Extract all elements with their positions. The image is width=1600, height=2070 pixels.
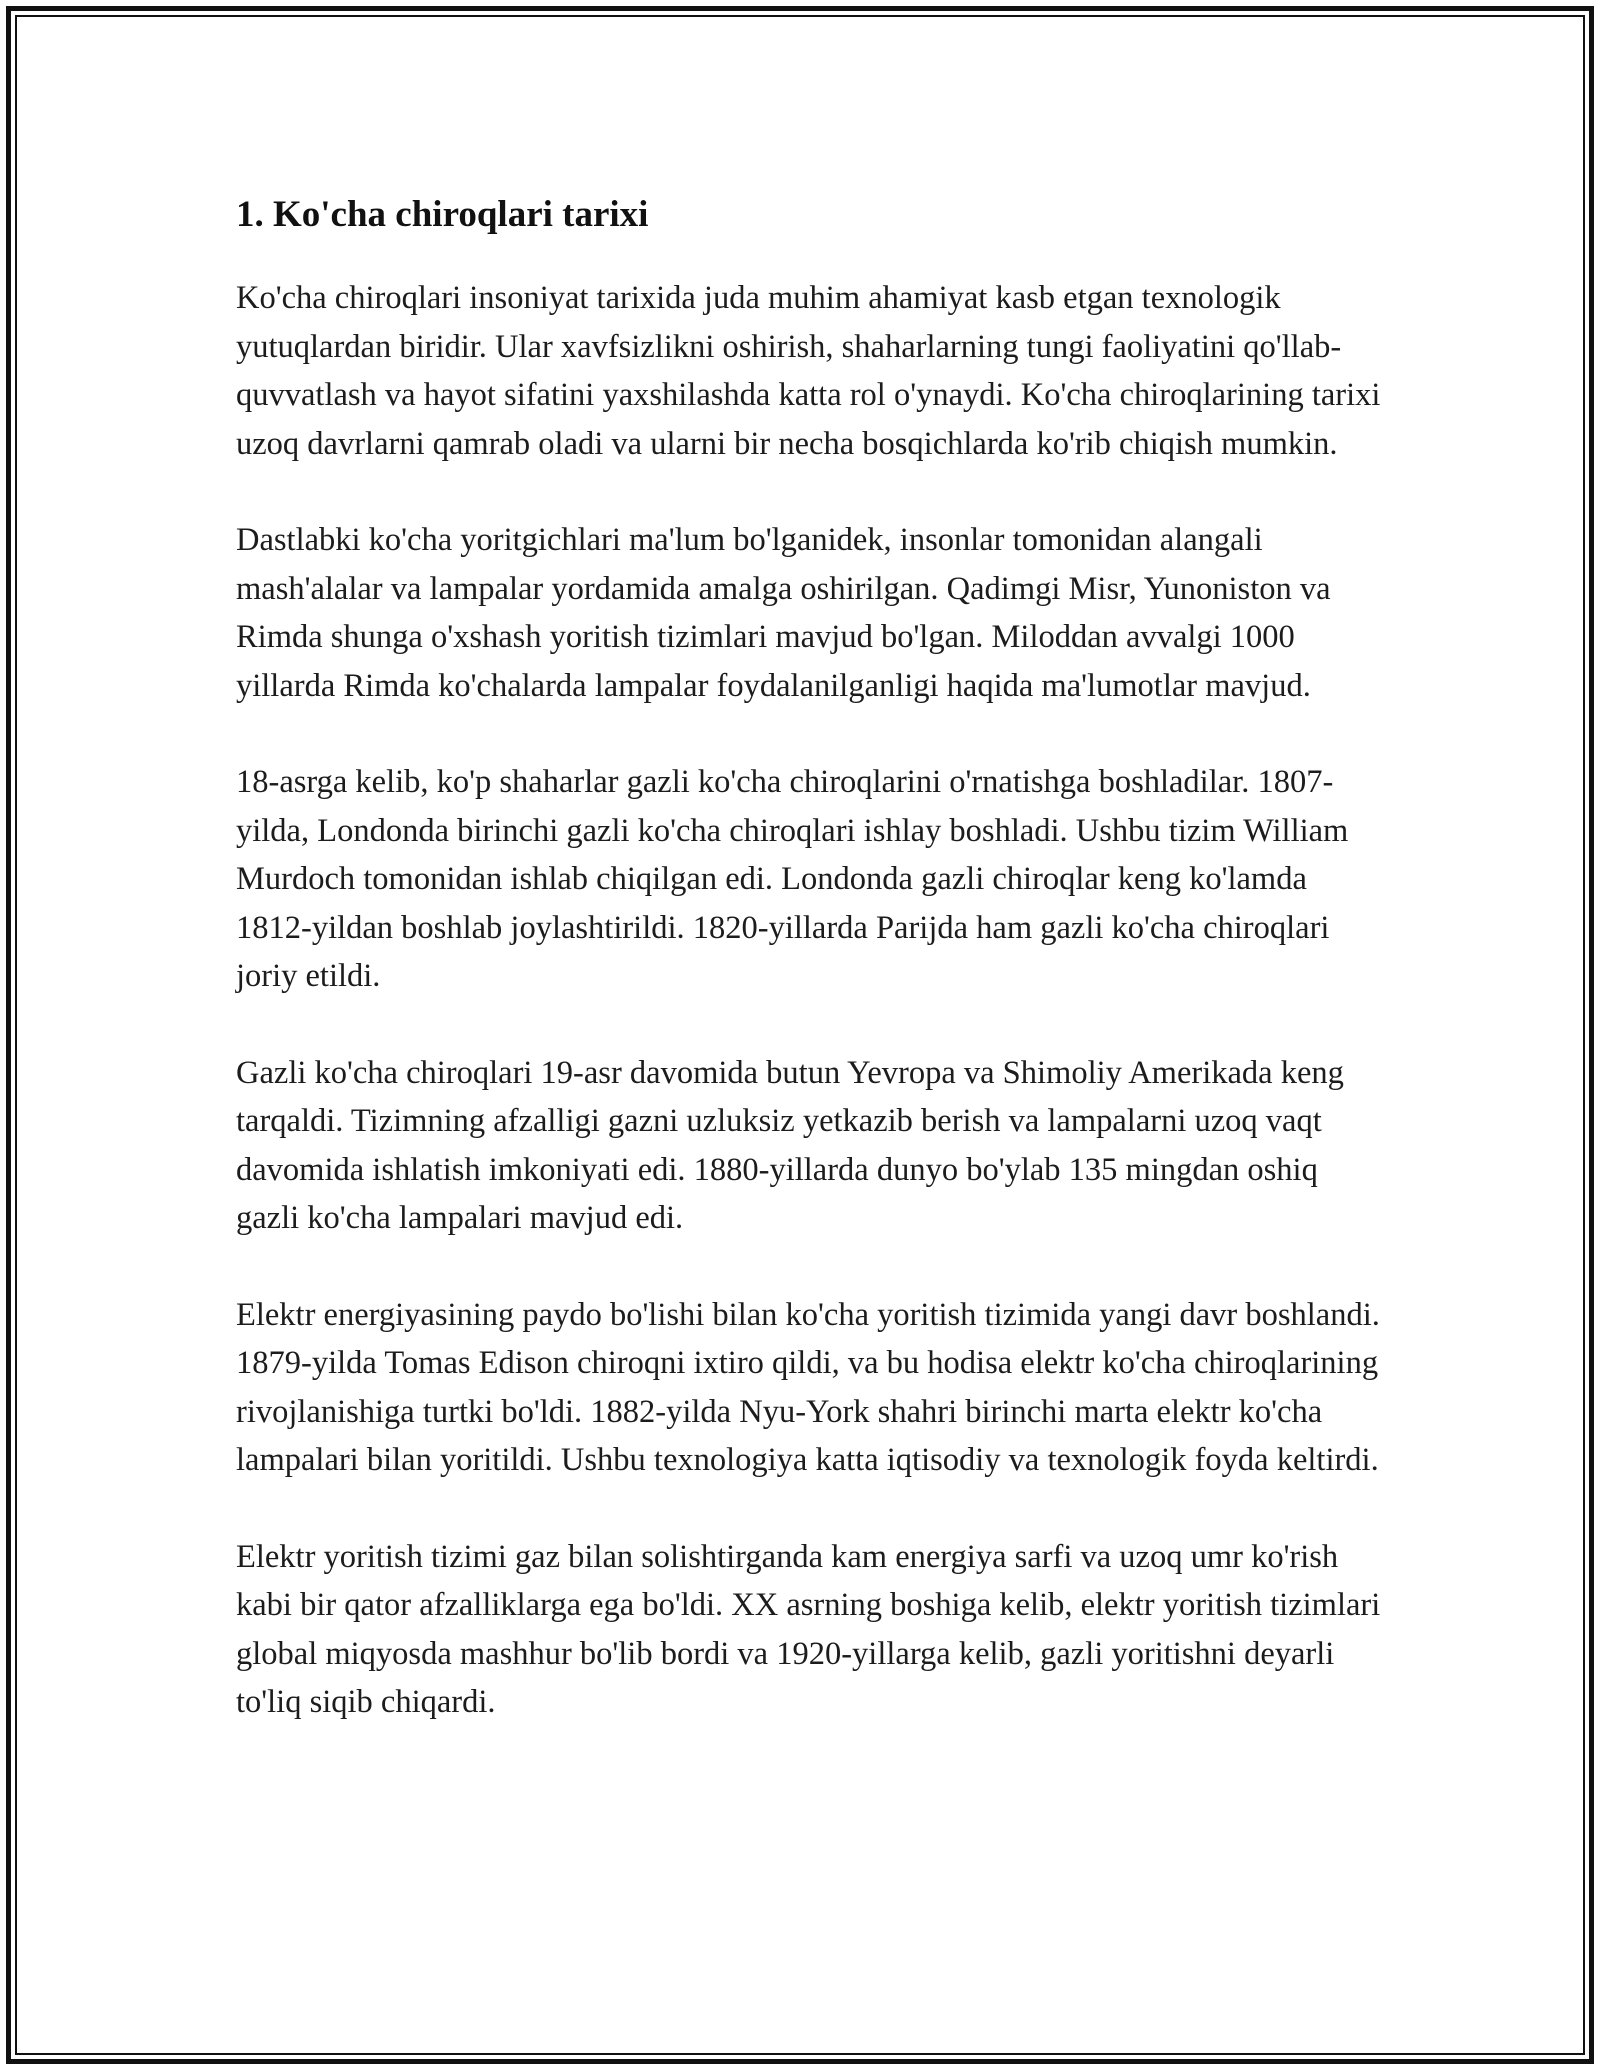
section-heading: 1. Ko'cha chiroqlari tarixi: [236, 194, 649, 235]
paragraph-early-lighting: Dastlabki ko'cha yoritgichlari ma'lum bo'lganidek, insonlar tomonidan alangali mash'alalar va lampalar yordamida amalga oshirilgan. Qadimgi Misr, Yunoniston va Rimda shunga o'xshash yoritish tizimlari mavjud bo'lgan. Miloddan avvalgi 1000 yillarda Rimda ko'chalarda lampalar foydalanilganligi haqida ma'lumotlar mavjud.: [236, 522, 1331, 704]
paragraph-gas-lighting: 18-asrga kelib, ko'p shaharlar gazli ko'cha chiroqlarini o'rnatishga boshladilar. 1807-yilda, Londonda birinchi gazli ko'cha chiroqlari ishlay boshladi. Ushbu tizim William Murdoch tomonidan ishlab chiqilgan edi. Londonda gazli chiroqlar keng ko'lamda 1812-yildan boshlab joylashtirildi. 1820-yillarda Parijda ham gazli ko'cha chiroqlari joriy etildi.: [236, 764, 1349, 994]
paragraph-intro: Ko'cha chiroqlari insoniyat tarixida juda muhim ahamiyat kasb etgan texnologik yutuqlardan biridir. Ular xavfsizlikni oshirish, shaharlarning tungi faoliyatini qo'llab-quvvatlash va hayot sifatini yaxshilashda katta rol o'ynaydi. Ko'cha chiroqlarining tarixi uzoq davrlarni qamrab oladi va ularni bir necha bosqichlarda ko'rib chiqish mumkin.: [236, 280, 1381, 462]
paragraph-electric-lighting: Elektr energiyasining paydo bo'lishi bilan ko'cha yoritish tizimida yangi davr boshlandi. 1879-yilda Tomas Edison chiroqni ixtiro qildi, va bu hodisa elektr ko'cha chiroqlarining rivojlanishiga turtki bo'ldi. 1882-yilda Nyu-York shahri birinchi marta elektr ko'cha lampalari bilan yoritildi. Ushbu texnologiya katta iqtisodiy va texnologik foyda keltirdi.: [236, 1296, 1380, 1478]
paragraph-gas-spread: Gazli ko'cha chiroqlari 19-asr davomida butun Yevropa va Shimoliy Amerikada keng tarqaldi. Tizimning afzalligi gazni uzluksiz yetkazib berish va lampalarni uzoq vaqt davomida ishlatish imkoniyati edi. 1880-yillarda dunyo bo'ylab 135 mingdan oshiq gazli ko'cha lampalari mavjud edi.: [236, 1054, 1344, 1236]
document-body: [236, 184, 1382, 1775]
paragraph-electric-advantages: Elektr yoritish tizimi gaz bilan solishtirganda kam energiya sarfi va uzoq umr ko'rish kabi bir qator afzalliklarga ega bo'ldi. XX asrning boshiga kelib, elektr yoritish tizimlari global miqyosda mashhur bo'lib bordi va 1920-yillarga kelib, gazli yoritishni deyarli to'liq siqib chiqardi.: [236, 1538, 1381, 1720]
